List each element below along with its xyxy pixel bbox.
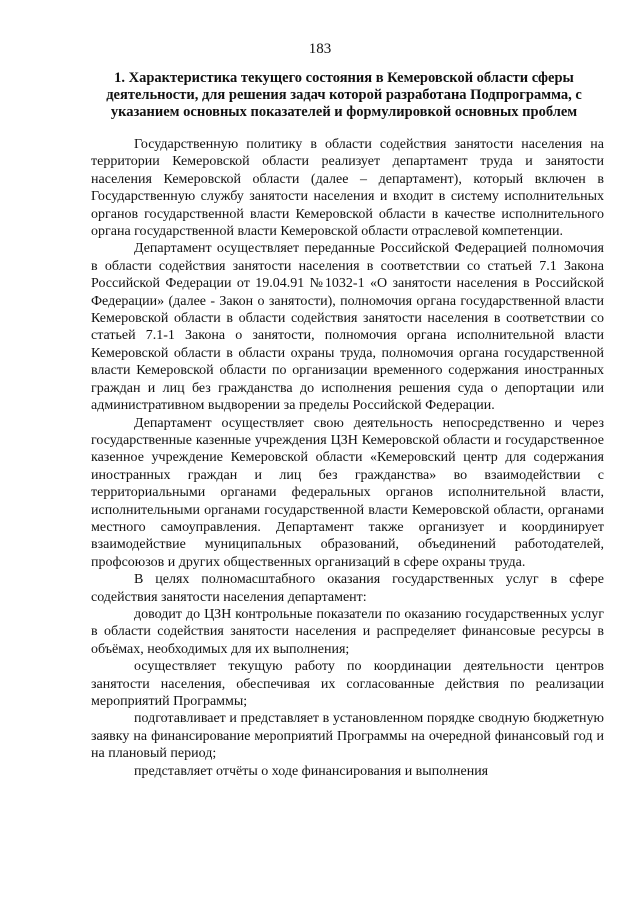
paragraph: осуществляет текущую работу по координации деятельности центров занятости населения, обеспечивая их согласованные действия по реализации мероприятий Программы;: [91, 659, 604, 709]
paragraph: доводит до ЦЗН контрольные показатели по оказанию государственных услуг в области содействия занятости населения и распределяет финансовые ресурсы в объёмах, необходимых для их выполнения;: [91, 606, 604, 657]
page-number: 183: [308, 41, 332, 57]
paragraph: Департамент осуществляет переданные Российской Федерацией полномочия в области содействия занятости населения в соответствии со статьей 7.1 Закона Российской Федерации от 19.04.91 №1032-1 «О занятости населения в Российской Федерации» (далее - Закон о занятости), полномочия органа государственной власти Кемеровской области в области содействия занятости населения в соответствии со статьей 7.1-1 Закона о занятости, полномочия органа исполнительной власти Кемеровской области в области охраны труда, полномочия органа государственной власти Кемеровской области по организации временного содержания иностранных граждан и лиц без гражданства до исполнения решения суда о депортации или административном выдворении за пределы Российской Федерации.: [91, 241, 604, 414]
paragraph: Государственную политику в области содействия занятости населения на территории Кемеровской области реализует департамент труда и занятости населения Кемеровской области (далее – департамент), который включен в Государственную службу занятости населения и входит в систему исполнительных органов государственной власти Кемеровской области в качестве исполнительного органа государственной власти Кемеровской области отраслевой компетенции.: [91, 137, 604, 240]
section-heading: 1. Характеристика текущего состояния в Кемеровской области сферы деятельности, для решения задач которой разработана Подпрограмма, с указанием основных показателей и формулировкой основных проблем: [106, 70, 582, 120]
body-text: [91, 136, 604, 780]
paragraph: представляет отчёты о ходе финансирования и выполнения: [134, 763, 489, 779]
paragraph: В целях полномасштабного оказания государственных услуг в сфере содействия занятости населения департамент:: [91, 572, 604, 605]
paragraph: подготавливает и представляет в установленном порядке сводную бюджетную заявку на финансирование мероприятий Программы на очередной финансовый год и на плановый период;: [91, 711, 604, 762]
paragraph: Департамент осуществляет свою деятельность непосредственно и через государственные казенные учреждения ЦЗН Кемеровской области и государственное казенное учреждение Кемеровской области «Кемеровский центр для содержания иностранных граждан и лиц без гражданства» во взаимодействии с территориальными органами федеральных органов исполнительной власти, исполнительными органами государственной власти Кемеровской области, органами местного самоуправления. Департамент также организует и координирует взаимодействие муниципальных образований, объединений работодателей, профсоюзов и других общественных организаций в сфере охраны труда.: [91, 415, 604, 570]
